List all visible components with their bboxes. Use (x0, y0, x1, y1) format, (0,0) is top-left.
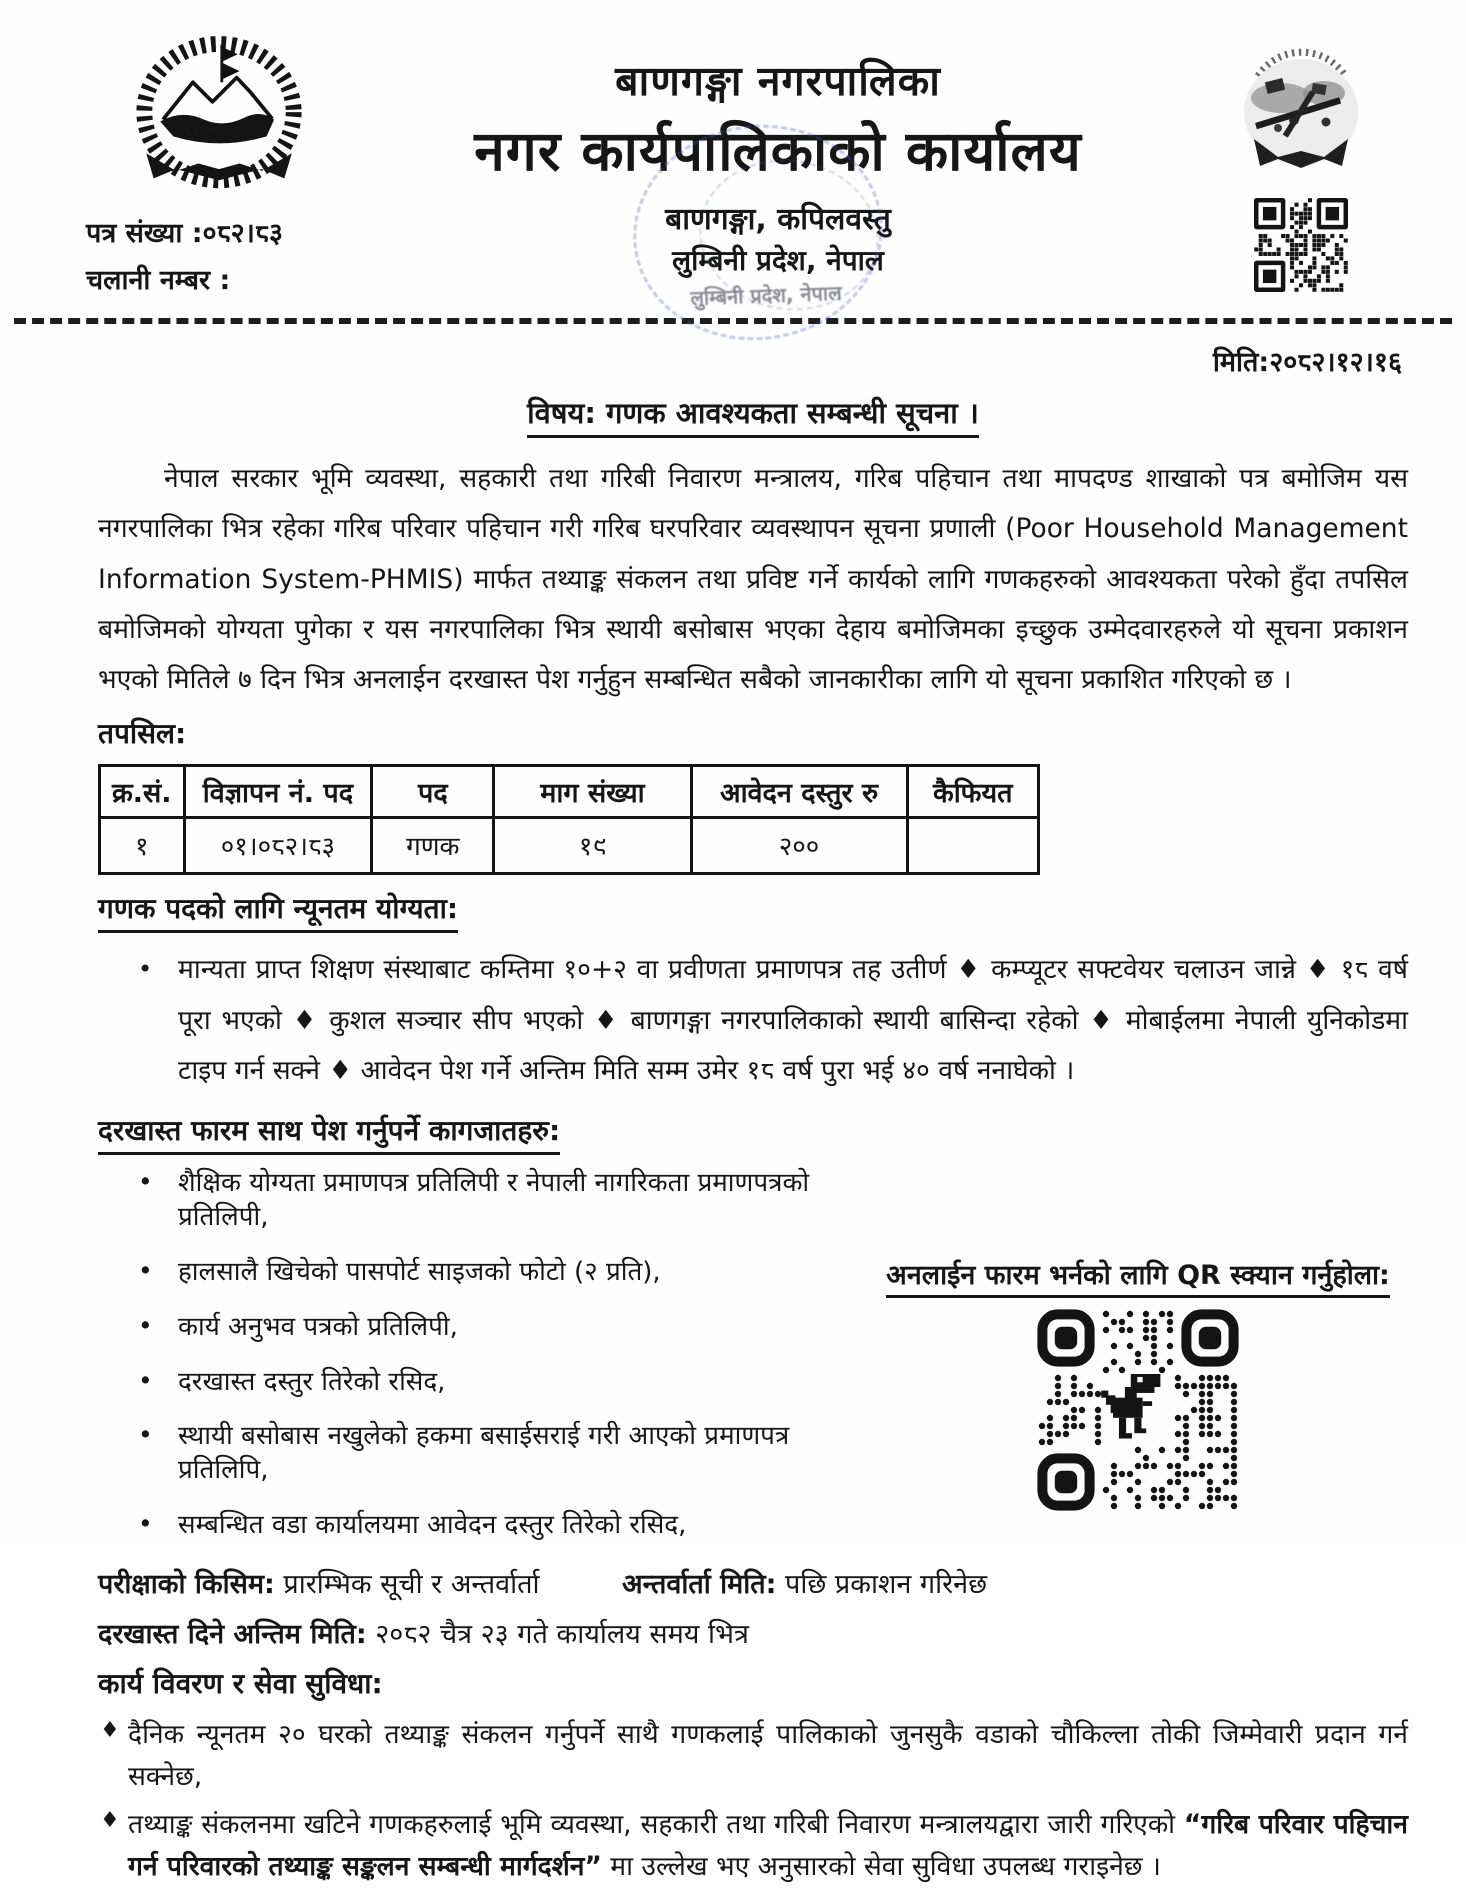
list-item: • कार्य अनुभव पत्रको प्रतिलिपी, (138, 1310, 458, 1342)
interview-date-value: पछि प्रकाशन गरिनेछ (785, 1568, 988, 1600)
application-qr-code (1032, 1310, 1244, 1510)
cell-advert-no: ०१।०८२।८३ (184, 817, 372, 873)
office-name: नगर कार्यपालिकाको कार्यालय (474, 119, 1082, 183)
duties-heading: कार्य विवरण र सेवा सुविधा: (98, 1666, 383, 1700)
list-item: • दरखास्त दस्तुर तिरेको रसिद, (138, 1365, 446, 1397)
exam-type-value: प्रारम्भिक सूची र अन्तर्वार्ता (283, 1568, 540, 1600)
list-item: • हालसालै खिचेको पासपोर्ट साइजको फोटो (२ प्रति), (138, 1255, 661, 1287)
stamp-echo-text: लुम्बिनी प्रदेश, नेपाल (690, 280, 843, 311)
col-application-fee: आवेदन दस्तुर रु (691, 765, 907, 817)
duties-list (98, 1714, 1408, 1888)
vacancy-table (98, 764, 1040, 875)
cell-serial-no: १ (100, 817, 185, 873)
address-province: लुम्बिनी प्रदेश, नेपाल (672, 244, 884, 277)
bullet-diamond-icon: ♦ (100, 1717, 120, 1743)
letter-number: पत्र संख्या :०८२।८३ (86, 218, 283, 249)
notice-body-paragraph: नेपाल सरकार भूमि व्यवस्था, सहकारी तथा गरिबी निवारण मन्त्रालय, गरिब पहिचान तथा मापदण्ड शाखाको पत्र बमोजिम यस नगरपालिका भित्र रहेका गरिब परिवार पहिचान गरी गरिब घरपरिवार व्यवस्थापन सूचना प्रणाली (Poor Household Management Information System-PHMIS) मार्फत तथ्याङ्क संकलन तथा प्रविष्ट गर्ने कार्यको लागि गणकहरुको आवश्यकता परेको हुँदा तपसिल बमोजिमको योग्यता पुगेका र यस नगरपालिका भित्र स्थायी बसोबास भएका देहाय बमोजिमका इच्छुक उम्मेदवारहरुले यो सूचना प्रकाशन भएको मितिले ७ दिन भित्र अनलाईन दरखास्त पेश गर्नुहुन सम्बन्धित सबैको जानकारीका लागि यो सूचना प्रकाशित गरिएको छ । (98, 463, 1408, 696)
bullet-dot-icon: • (138, 1420, 153, 1450)
tapasil-label: तपसिल: (98, 716, 187, 750)
subject-line: विषय: गणक आवश्यकता सम्बन्धी सूचना । (527, 393, 979, 438)
qr-section-heading: अनलाईन फारम भर्नको लागि QR स्क्यान गर्नुहोला: (886, 1255, 1390, 1298)
list-item: ♦ तथ्याङ्क संकलनमा खटिने गणकहरुलाई भूमि व्यवस्था, सहकारी तथा गरिबी निवारण मन्त्रालयद्वारा जारी गरिएको “गरिब परिवार पहिचान गर्न परिवारको तथ्याङ्क सङ्कलन सम्बन्धी मार्गदर्शन” मा उल्लेख भए अनुसारको सेवा सुविधा उपलब्ध गराइनेछ । (98, 1804, 1408, 1888)
col-serial-no: क्र.सं. (100, 765, 185, 817)
bullet-dot-icon: • (138, 1167, 153, 1197)
header-qr-code (1254, 198, 1348, 292)
col-advert-no: विज्ञापन नं. पद (184, 765, 372, 817)
list-item: • स्थायी बसोबास नखुलेको हकमा बसाईसराई गरी आएको प्रमाणपत्र प्रतिलिपि, (138, 1420, 790, 1486)
qualification-item: • मान्यता प्राप्त शिक्षण संस्थाबाट कम्तिमा १०+२ वा प्रवीणता प्रमाणपत्र तह उतीर्ण ♦ कम्प्यूटर सफ्टवेयर चलाउन जान्ने ♦ १८ वर्ष पूरा भएको ♦ कुशल सञ्चार सीप भएको ♦ बाणगङ्गा नगरपालिकाको स्थायी बासिन्दा रहेको ♦ मोबाईलमा नेपाली युनिकोडमा टाइप गर्न सक्ने ♦ आवेदन पेश गर्ने अन्तिम मिति सम्म उमेर १८ वर्ष पुरा भई ४० वर्ष ननाघेको । (98, 945, 1408, 1098)
bullet-dot-icon: • (138, 954, 153, 983)
documents-heading: दरखास्त फारम साथ पेश गर्नुपर्ने कागजातहरु: (98, 1111, 560, 1155)
issue-date: मिति:२०८२।१२।१६ (1212, 347, 1402, 378)
list-item: • शैक्षिक योग्यता प्रमाणपत्र प्रतिलिपी र नेपाली नागरिकता प्रमाणपत्रको प्रतिलिपी, (138, 1167, 810, 1233)
cell-application-fee: २०० (691, 817, 907, 873)
address-district: बाणगङ्गा, कपिलवस्तु (665, 202, 891, 237)
qualification-heading: गणक पदको लागि न्यूनतम योग्यता: (98, 889, 458, 933)
interview-date-label: अन्तर्वार्ता मिति: (622, 1568, 777, 1600)
bullet-dot-icon: • (138, 1255, 153, 1285)
col-remarks: कैफियत (907, 765, 1038, 817)
table-row (100, 817, 1039, 873)
exam-type-label: परीक्षाको किसिम: (98, 1568, 275, 1600)
municipality-name: बाणगङ्गा नगरपालिका (615, 57, 941, 105)
bullet-dot-icon: • (138, 1310, 153, 1340)
col-post: पद (372, 765, 494, 817)
bullet-dot-icon: • (138, 1508, 153, 1538)
cell-demand-count: १९ (494, 817, 691, 873)
deadline-label: दरखास्त दिने अन्तिम मिति: (98, 1618, 367, 1650)
documents-list (98, 1167, 832, 1542)
bullet-diamond-icon: ♦ (100, 1808, 120, 1834)
dispatch-number: चलानी नम्बर : (86, 265, 231, 297)
col-demand-count: माग संख्या (494, 765, 691, 817)
letterhead (0, 0, 1466, 311)
municipality-seal-logo (1225, 36, 1377, 186)
cell-post: गणक (372, 817, 494, 873)
online-form-qr-section (868, 1255, 1408, 1514)
bullet-dot-icon: • (138, 1365, 153, 1395)
nepal-emblem-logo (120, 30, 318, 198)
table-header-row (100, 765, 1039, 817)
deadline-value: २०८२ चैत्र २३ गते कार्यालय समय भित्र (375, 1618, 749, 1650)
qualification-list (98, 945, 1408, 1098)
list-item: • सम्बन्धित वडा कार्यालयमा आवेदन दस्तुर तिरेको रसिद, (138, 1508, 687, 1540)
list-item: ♦ दैनिक न्यूनतम २० घरको तथ्याङ्क संकलन गर्नुपर्ने साथै गणकलाई पालिकाको जुनसुकै वडाको चौकिल्ला तोकी जिम्मेवारी प्रदान गर्न सक्नेछ, (98, 1714, 1408, 1798)
cell-remarks (907, 817, 1038, 873)
